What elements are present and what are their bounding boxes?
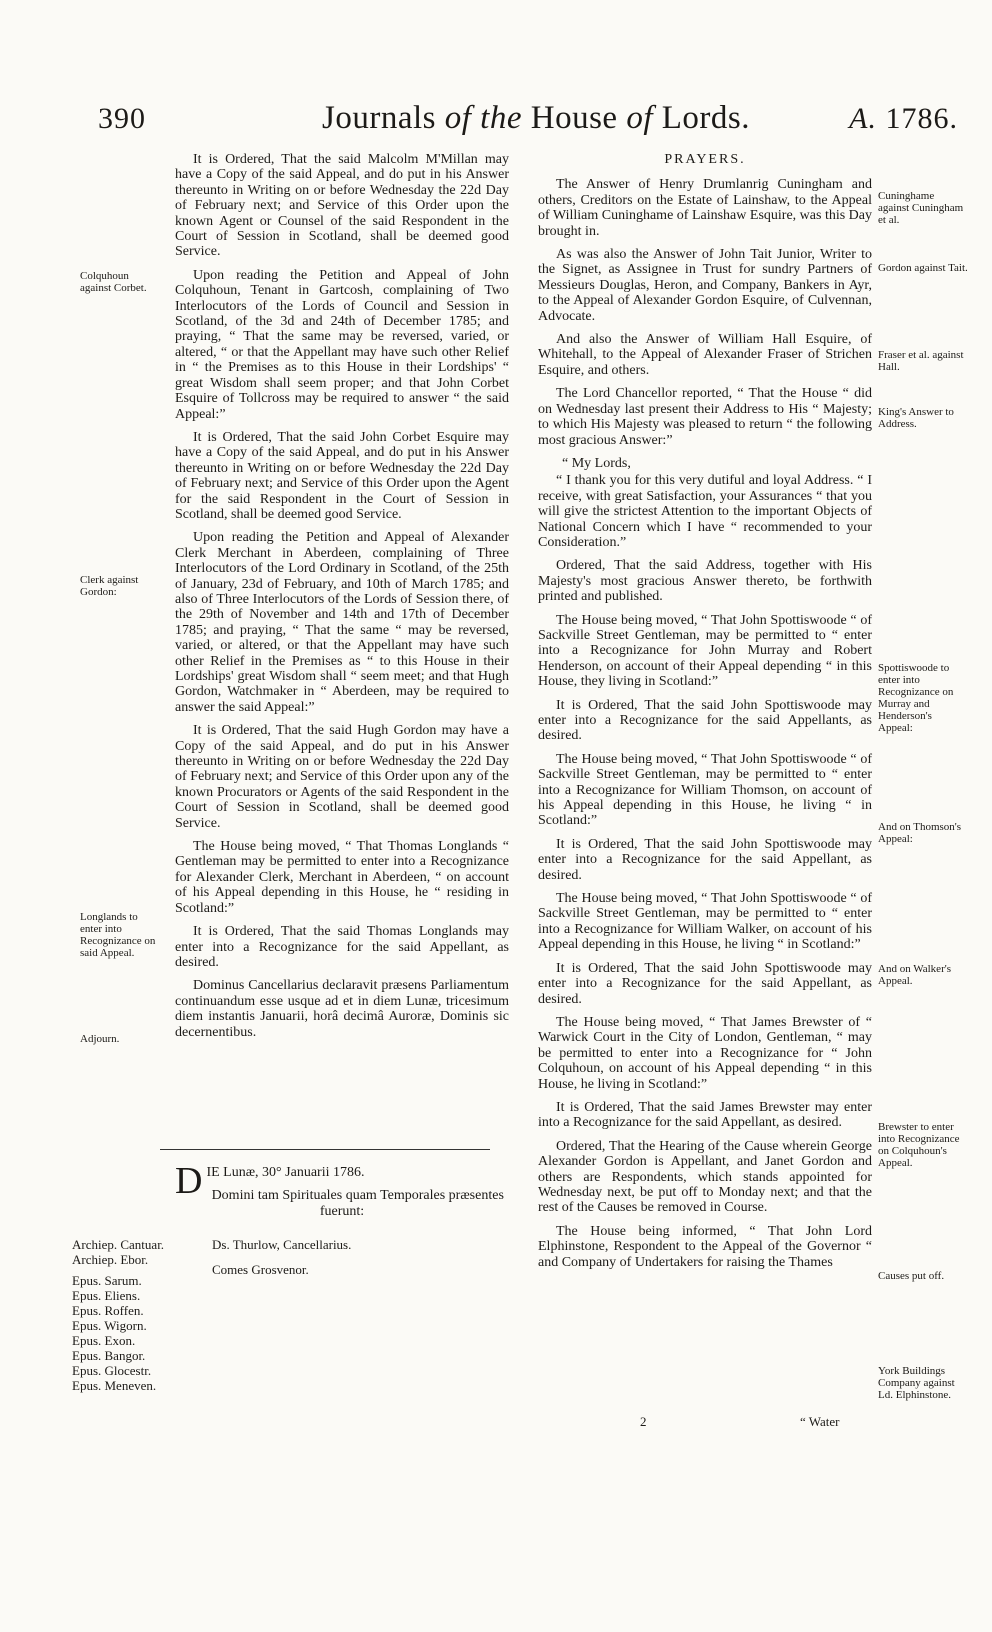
running-title: Journals of the House of Lords. [322,100,750,136]
lords-temporal [212,1237,372,1277]
paragraph: It is Ordered, That the said John Corbet Esquire may have a Copy of the said Appeal, and do put in his Answer thereunto in Writing on or before Wednesday the 22d Day of February next; and Service of this Order upon the Agent for the said Respondent in the Court of Session in Scotland, shall be deemed good Service. [175,429,509,522]
left-column [175,152,509,1048]
lord-entry: Archiep. Cantuar. [72,1237,165,1252]
paragraph: The House being moved, “ That James Brewster of “ Warwick Court in the City of London, Gentleman, “ may be permitted to enter into a Recognizance for “ John Colquhoun, on account of his Appeal depending “ in this House, he living in Scotland:” [538,1014,872,1092]
paragraph: The Answer of Henry Drumlanrig Cuningham and others, Creditors on the Estate of Lainshaw, to the Appeal of William Cuninghame of Lainshaw Esquire, was this Day brought in. [538,177,872,239]
lords-present-heading: Domini tam Spirituales quam Temporales præsentes fuerunt: [211,1188,504,1219]
paragraph: It is Ordered, That the said James Brewster may enter into a Recognizance for the said Appellant, as desired. [538,1099,872,1131]
paragraph: Ordered, That the said Address, together with His Majesty's most gracious Answer thereto, be forthwith printed and published. [538,558,872,605]
lord-entry: Epus. Eliens. [72,1288,141,1303]
right-margin-note: York Buildings Company against Ld. Elphinstone. [878,1365,955,1401]
left-margin-note: Colquhoun against Corbet. [80,270,147,294]
paragraph: Upon reading the Petition and Appeal of John Colquhoun, Tenant in Gartcosh, complaining of Two Interlocutors of the Lords of Council and Session in Scotland, of the 3d and 24th of December 1785; and praying, “ That the same may be reversed, varied, or altered, “ or that the Appellant may have such other Relief in “ the Premises as to this House in their Lordships' “ great Wisdom shall seem proper; and that John Corbet Esquire of Tollcross may be required to answer “ the said Appeal:” [175,267,509,422]
paragraph: The House being moved, “ That John Spottiswoode “ of Sackville Street Gentleman, may be permitted to “ enter into a Recognizance for John Murray and Robert Henderson, on account of their Appeal depending “ in this House, they living in Scotland:” [538,612,872,690]
paragraph: “ My Lords, [562,455,631,471]
lord-entry: Epus. Meneven. [72,1378,157,1393]
right-margin-note: Causes put off. [878,1270,945,1282]
lords-spiritual [72,1237,202,1393]
paragraph: Upon reading the Petition and Appeal of Alexander Clerk Merchant in Aberdeen, complaining of Three Interlocutors of the Lord Ordinary in Scotland, of the 25th of January, 23d of February, and 10th of March 1785; and also of Three Interlocutors of the Lords of Session there, of the 29th of November and 14th and 17th of December 1785; and praying, “ That the same “ may be reversed, varied, or altered, or that the Appellant may have such other Relief in the Premises as “ to this House in their Lordships' great Wisdom shall “ seem meet; and that Hugh Gordon, Watchmaker in “ Aberdeen, may be required to answer the said Appeal:” [175,530,509,715]
catchword: “ Water [800,1414,840,1429]
paragraph: It is Ordered, That the said Hugh Gordon may have a Copy of the said Appeal, and do put in his Answer thereunto in Writing on or before Wednesday the 22d Day of February next; and Service of this Order upon any of the known Procurators or Agents of the said Respondent in the Court of Session in Scotland, shall be deemed good Service. [175,723,509,831]
drop-cap: D [175,1160,203,1202]
lord-entry: Epus. Roffen. [72,1303,144,1318]
left-margin-note: Adjourn. [80,1033,120,1045]
right-column [538,152,872,1278]
lord-entry: Ds. Thurlow, Cancellarius. [212,1237,352,1252]
paragraph: The House being moved, “ That John Spottiswoode “ of Sackville Street Gentleman, may be permitted to “ enter into a Recognizance for William Thomson, on account of his Appeal depending in this House, he living “ in Scotland:” [538,751,872,829]
lord-entry: Epus. Exon. [72,1333,136,1348]
lord-entry: Comes Grosvenor. [212,1262,309,1277]
paragraph: As was also the Answer of John Tait Junior, Writer to the Signet, as Assignee in Trust for sundry Partners of Messieurs Douglas, Heron, and Company, Bankers in Ayr, to the Appeal of Alexander Gordon Esquire, of Culvennan, Advocate. [538,247,872,324]
paragraph: Dominus Cancellarius declaravit præsens Parliamentum continuandum esse usque ad et in diem Lunæ, tricesimum diem instantis Januarii, horâ decimâ Auroræ, Dominis sic decernentibus. [175,978,509,1040]
page-header [98,100,958,144]
lord-entry: Archiep. Ebor. [72,1252,149,1267]
paragraph: The Lord Chancellor reported, “ That the House “ did on Wednesday last present their Address to His “ Majesty; to which His Majesty was pleased to return “ the following most gracious Answer:” [538,386,872,448]
page-number: 390 [98,102,146,135]
paragraph: The House being informed, “ That John Lord Elphinstone, Respondent to the Appeal of the Governor “ and Company of Undertakers for raising the Thames [538,1223,872,1270]
right-margin-note: Gordon against Tait. [878,262,968,274]
lord-entry: Epus. Wigorn. [72,1318,147,1333]
left-margin-note: Clerk against Gordon: [80,574,139,598]
paragraph: It is Ordered, That the said John Spottiswoode may enter into a Recognizance for the said Appellant, as desired. [538,836,872,883]
page-year: A. 1786. [849,102,958,135]
paragraph: And also the Answer of William Hall Esquire, of Whitehall, to the Appeal of Alexander Fraser of Strichen Esquire, and others. [538,332,872,378]
section-divider [160,1149,490,1150]
lord-entry: Epus. Sarum. [72,1273,142,1288]
paragraph: The House being moved, “ That John Spottiswoode “ of Sackville Street Gentleman, may be permitted to “ enter into a Recognizance for William Walker, on account of his Appeal depending in this House, he living “ in Scotland:” [538,891,872,953]
right-margin-note: Cuninghame against Cuningham et al. [878,190,964,226]
sitting-date: IE Lunæ, 30° Januarii 1786. [206,1165,365,1180]
lord-entry: Epus. Glocestr. [72,1363,152,1378]
signature-mark: 2 [640,1414,647,1429]
section-heading: PRAYERS. [664,152,746,167]
lord-entry: Epus. Bangor. [72,1348,146,1363]
paragraph: It is Ordered, That the said John Spottiswoode may enter into a Recognizance for the said Appellants, as desired. [538,697,872,744]
right-margin-note: And on Thomson's Appeal: [878,821,962,845]
paragraph: It is Ordered, That the said Malcolm M'Millan may have a Copy of the said Appeal, and do put in his Answer thereunto in Writing on or before Wednesday the 22d Day of February next; and Service of this Order upon the known Agent or Counsel of the said Respondent in the Court of Session in Scotland, shall be deemed good Service. [175,152,509,260]
sitting-heading [175,1160,509,1227]
right-margin-note: Spottiswoode to enter into Recognizance on Murray and Henderson's Appeal: [878,662,954,734]
right-margin-note: Brewster to enter into Recognizance on Colquhoun's Appeal. [878,1121,960,1169]
paragraph: The House being moved, “ That Thomas Longlands “ Gentleman may be permitted to enter into a Recognizance for Alexander Clerk, Merchant in Aberdeen, “ on account of his Appeal depending in this House, he “ residing in Scotland:” [175,839,509,916]
paragraph: It is Ordered, That the said Thomas Longlands may enter into a Recognizance for the said Appellant, as desired. [175,924,509,970]
right-margin-note: Fraser et al. against Hall. [878,349,964,373]
paragraph: “ I thank you for this very dutiful and loyal Address. “ I receive, with great Satisfaction, your Assurances “ that you will give the strictest Attention to the important Objects of National Concern which I have “ recommended to your Consideration.” [538,473,872,550]
paragraph: It is Ordered, That the said John Spottiswoode may enter into a Recognizance for the said Appellant, as desired. [538,960,872,1007]
right-margin-note: King's Answer to Address. [878,406,954,430]
right-margin-note: And on Walker's Appeal. [878,963,951,987]
left-margin-note: Longlands to enter into Recognizance on said Appeal. [80,911,156,959]
paragraph: Ordered, That the Hearing of the Cause wherein George Alexander Gordon is Appellant, and Janet Gordon and others are Respondents, which stands appointed for Wednesday next, be put off to Monday next; and that the rest of the Causes be removed in Course. [538,1138,872,1216]
